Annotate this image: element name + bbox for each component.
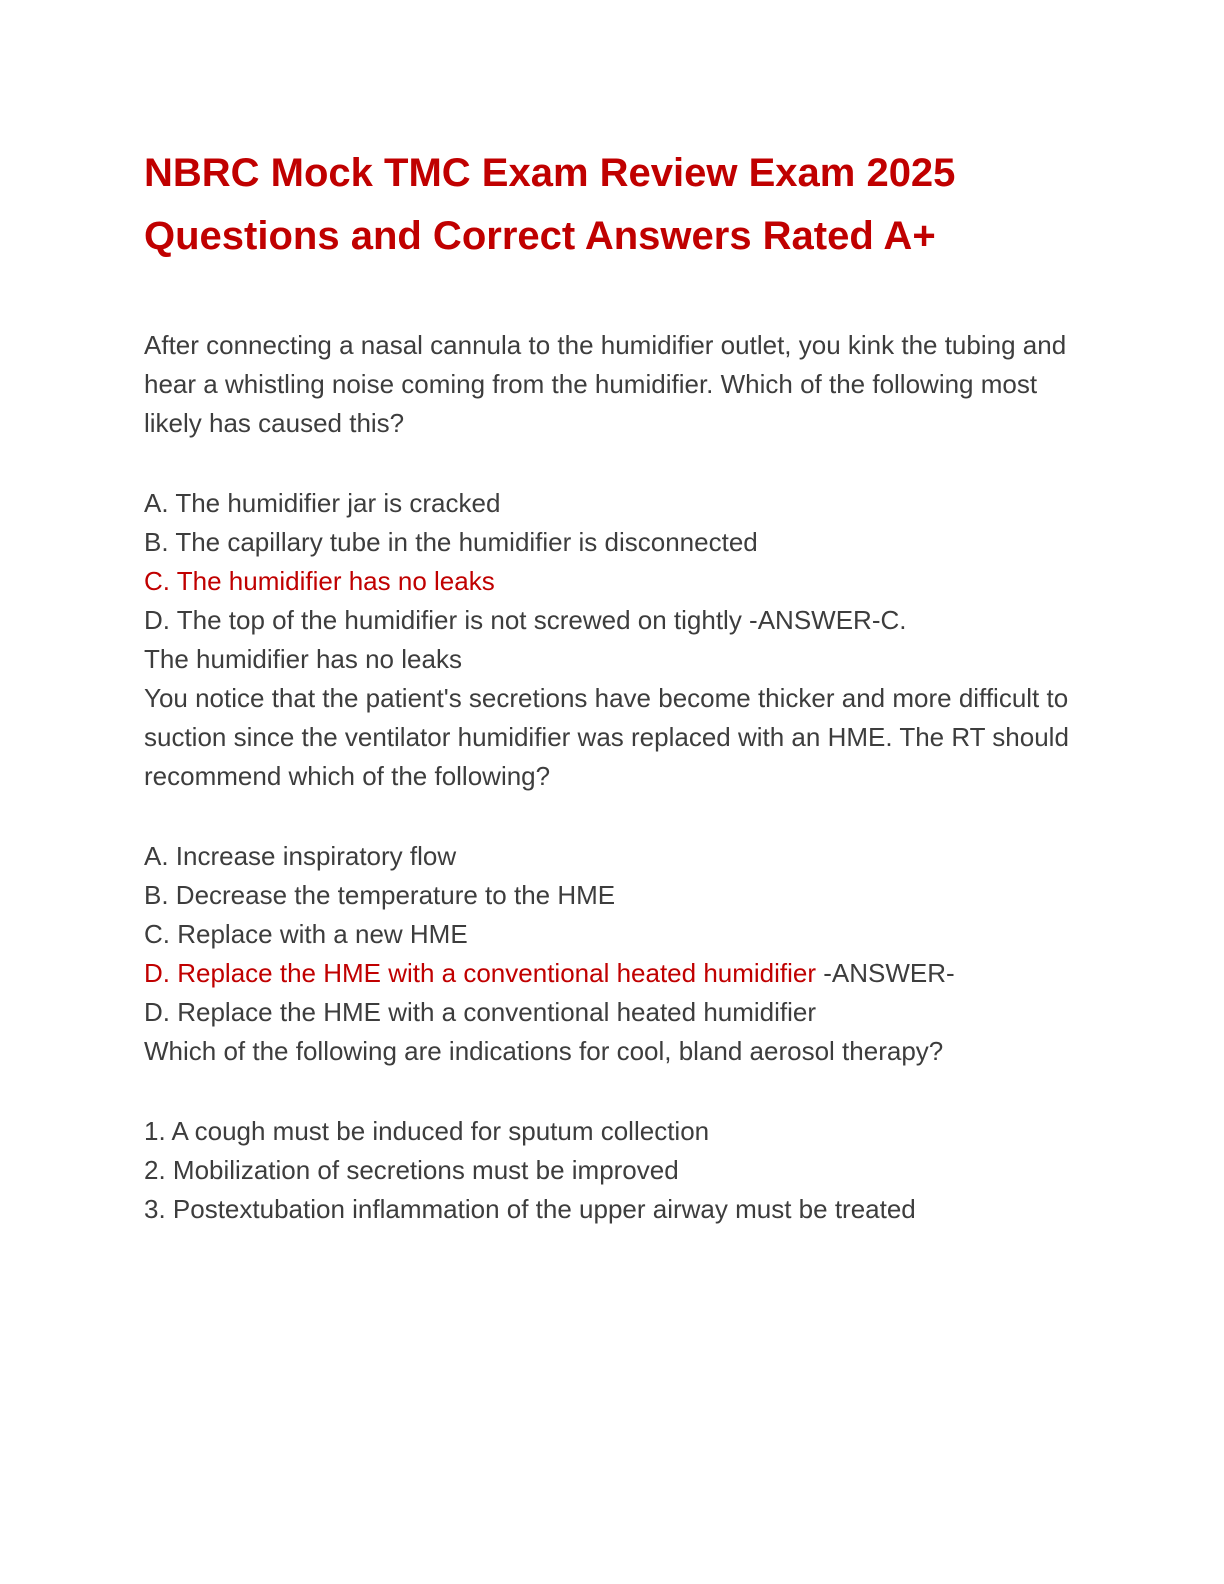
option-line-a: A. The humidifier jar is cracked [144,487,501,518]
option-line-a: A. Increase inspiratory flow [144,840,457,871]
option-line-d: D. The top of the humidifier is not screwed on tightly -ANSWER-C. [144,604,907,635]
answer-continuation-line: The humidifier has no leaks [144,643,462,674]
question-2-options [144,837,1072,1032]
option-line-b: B. The capillary tube in the humidifier is disconnected [144,526,758,557]
question-block-2 [144,679,1072,1032]
question-3-stem: Which of the following are indications for cool, bland aerosol therapy? [144,1035,944,1066]
question-1-stem: After connecting a nasal cannula to the humidifier outlet, you kink the tubing and hear a whistling noise coming from the humidifier. Which of the following most likely has caused this? [144,329,1067,438]
answer-continuation-line: D. Replace the HME with a conventional heated humidifier [144,996,817,1027]
document-title: NBRC Mock TMC Exam Review Exam 2025 Questions and Correct Answers Rated A+ [144,151,956,258]
option-line-b: B. Decrease the temperature to the HME [144,879,616,910]
list-item-3: 3. Postextubation inflammation of the upper airway must be treated [144,1193,916,1224]
answer-marker-text: -ANSWER- [816,957,955,988]
option-line-c: C. Replace with a new HME [144,918,468,949]
list-item-2: 2. Mobilization of secretions must be improved [144,1154,679,1185]
answer-highlight-line [144,954,1072,993]
question-block-3 [144,1032,1072,1229]
question-block-1 [144,326,1072,679]
answer-highlight-text: D. Replace the HME with a conventional heated humidifier [144,957,817,988]
list-item-1: 1. A cough must be induced for sputum collection [144,1115,710,1146]
question-3-indications-list [144,1112,1072,1229]
question-1-options [144,484,1072,679]
question-2-stem: You notice that the patient's secretions have become thicker and more difficult to suction since the ventilator humidifier was replaced with an HME. The RT should recommend which of the following? [144,682,1069,791]
answer-highlight-line: C. The humidifier has no leaks [144,565,495,596]
